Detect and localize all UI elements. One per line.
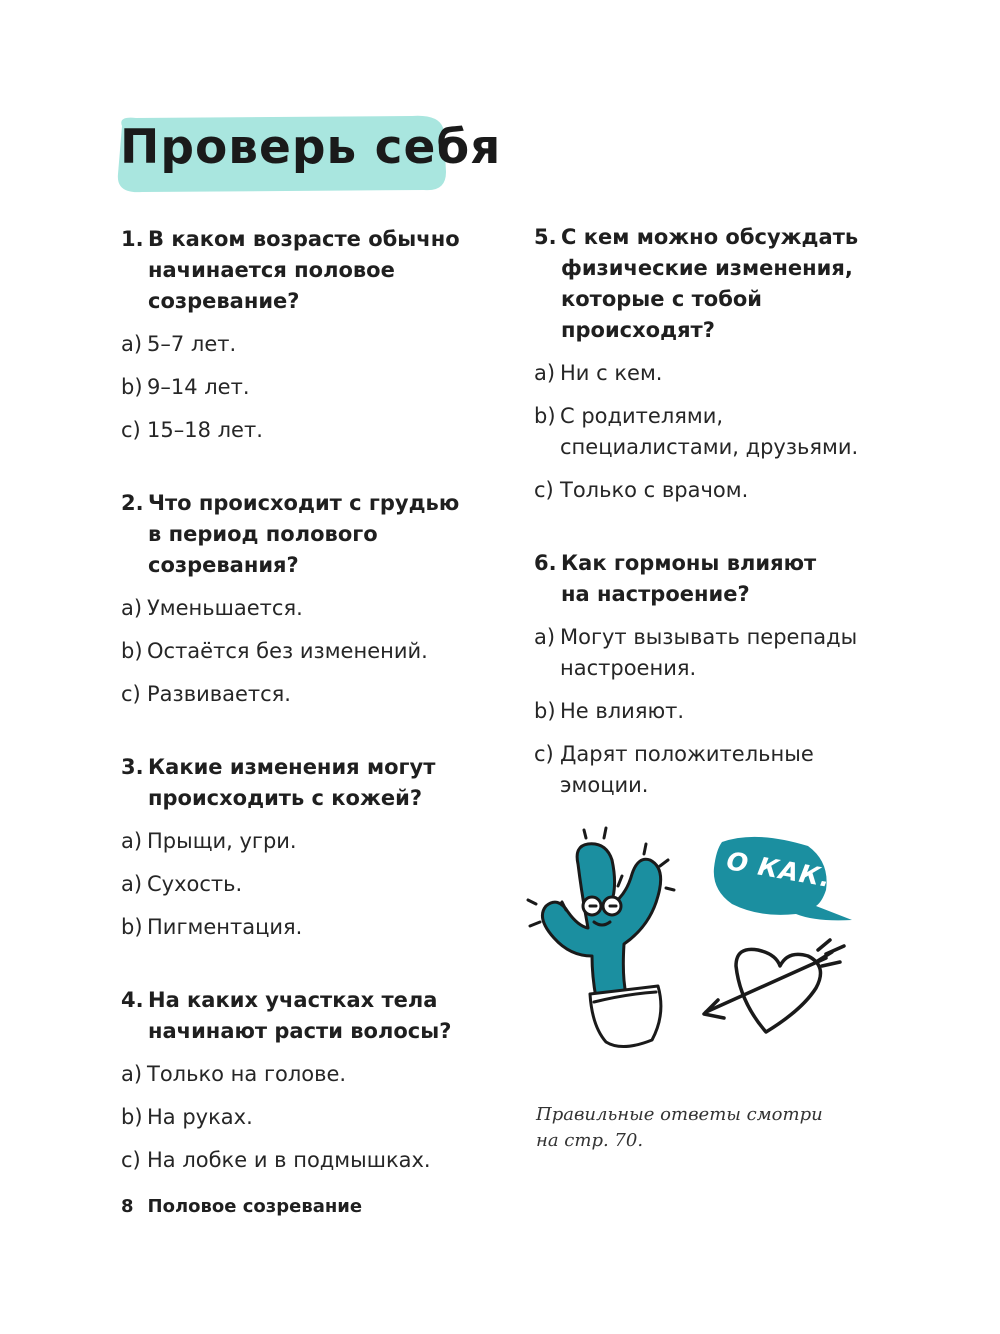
question-text: На каких участках тела начинают расти волосы? <box>148 988 452 1043</box>
option-letter: b) <box>534 404 556 428</box>
answer-option <box>534 475 894 506</box>
option-text: Сухость. <box>147 872 243 896</box>
option-text: Развивается. <box>147 682 291 706</box>
answer-option <box>534 696 894 727</box>
option-letter: a) <box>121 872 143 896</box>
option-text: Могут вызывать перепады настроения. <box>560 625 858 680</box>
option-letter: a) <box>534 361 556 385</box>
option-letter: c) <box>121 682 141 706</box>
option-text: 15–18 лет. <box>147 418 263 442</box>
option-text: На лобке и в подмышках. <box>147 1148 431 1172</box>
questions-right-column <box>534 222 894 843</box>
option-text: Остаётся без изменений. <box>147 639 428 663</box>
speech-bubble-text: О КАК. <box>724 846 834 893</box>
question-number: 4. <box>121 988 144 1012</box>
page-title: Проверь себя <box>120 120 502 175</box>
option-letter: b) <box>121 639 143 663</box>
answer-option <box>121 636 481 667</box>
title-block <box>112 112 502 196</box>
answer-option <box>121 869 481 900</box>
question-text: Как гормоны влияют на настроение? <box>561 551 817 606</box>
question-number: 1. <box>121 227 144 251</box>
answer-option <box>534 622 894 684</box>
question-number: 6. <box>534 551 557 575</box>
cactus-illustration <box>528 828 674 1047</box>
option-letter: c) <box>534 742 554 766</box>
question-number: 3. <box>121 755 144 779</box>
option-letter: c) <box>534 478 554 502</box>
question-5 <box>534 222 894 506</box>
question-number: 5. <box>534 225 557 249</box>
option-text: Только с врачом. <box>560 478 749 502</box>
option-text: Пигментация. <box>147 915 303 939</box>
option-letter: a) <box>121 332 143 356</box>
option-letter: a) <box>121 596 143 620</box>
questions-left-column <box>121 224 481 1218</box>
question-text: В каком возрасте обычно начинается половое созревание? <box>148 227 460 313</box>
option-text: Не влияют. <box>560 699 685 723</box>
option-text: Уменьшается. <box>147 596 303 620</box>
option-letter: a) <box>121 1062 143 1086</box>
question-1 <box>121 224 481 446</box>
option-text: Прыщи, угри. <box>147 829 297 853</box>
question-text: Что происходит с грудью в период полового созревания? <box>148 491 460 577</box>
answer-option <box>121 912 481 943</box>
answer-option <box>121 329 481 360</box>
answer-option <box>121 826 481 857</box>
answer-option <box>121 679 481 710</box>
answer-option <box>121 415 481 446</box>
answer-option <box>534 739 894 801</box>
answer-option <box>121 1059 481 1090</box>
option-text: Дарят положительные эмоции. <box>560 742 814 797</box>
answer-note: Правильные ответы смотри на стр. 70. <box>536 1104 823 1151</box>
option-text: С родителями, специалистами, друзьями. <box>560 404 859 459</box>
question-text: С кем можно обсуждать физические изменения, которые с тобой происходят? <box>561 225 859 342</box>
page-footer <box>121 1196 362 1217</box>
option-letter: a) <box>121 829 143 853</box>
question-number: 2. <box>121 491 144 515</box>
answer-option <box>534 401 894 463</box>
question-3 <box>121 752 481 943</box>
question-4 <box>121 985 481 1176</box>
option-text: Ни с кем. <box>560 361 663 385</box>
answer-option <box>121 593 481 624</box>
option-text: 9–14 лет. <box>147 375 250 399</box>
answer-option <box>121 1102 481 1133</box>
page-number: 8 <box>121 1196 134 1217</box>
option-letter: b) <box>121 915 143 939</box>
answer-option <box>121 372 481 403</box>
answer-option <box>534 358 894 389</box>
option-letter: b) <box>121 1105 143 1129</box>
option-text: Только на голове. <box>147 1062 347 1086</box>
question-2 <box>121 488 481 710</box>
heart-arrow-illustration <box>704 940 844 1032</box>
option-letter: c) <box>121 418 141 442</box>
option-letter: b) <box>121 375 143 399</box>
option-text: На руках. <box>147 1105 253 1129</box>
option-letter: a) <box>534 625 556 649</box>
option-letter: b) <box>534 699 556 723</box>
option-letter: c) <box>121 1148 141 1172</box>
question-text: Какие изменения могут происходить с кожей? <box>148 755 436 810</box>
option-text: 5–7 лет. <box>147 332 237 356</box>
chapter-title: Половое созревание <box>147 1196 363 1217</box>
question-6 <box>534 548 894 801</box>
answer-option <box>121 1145 481 1176</box>
